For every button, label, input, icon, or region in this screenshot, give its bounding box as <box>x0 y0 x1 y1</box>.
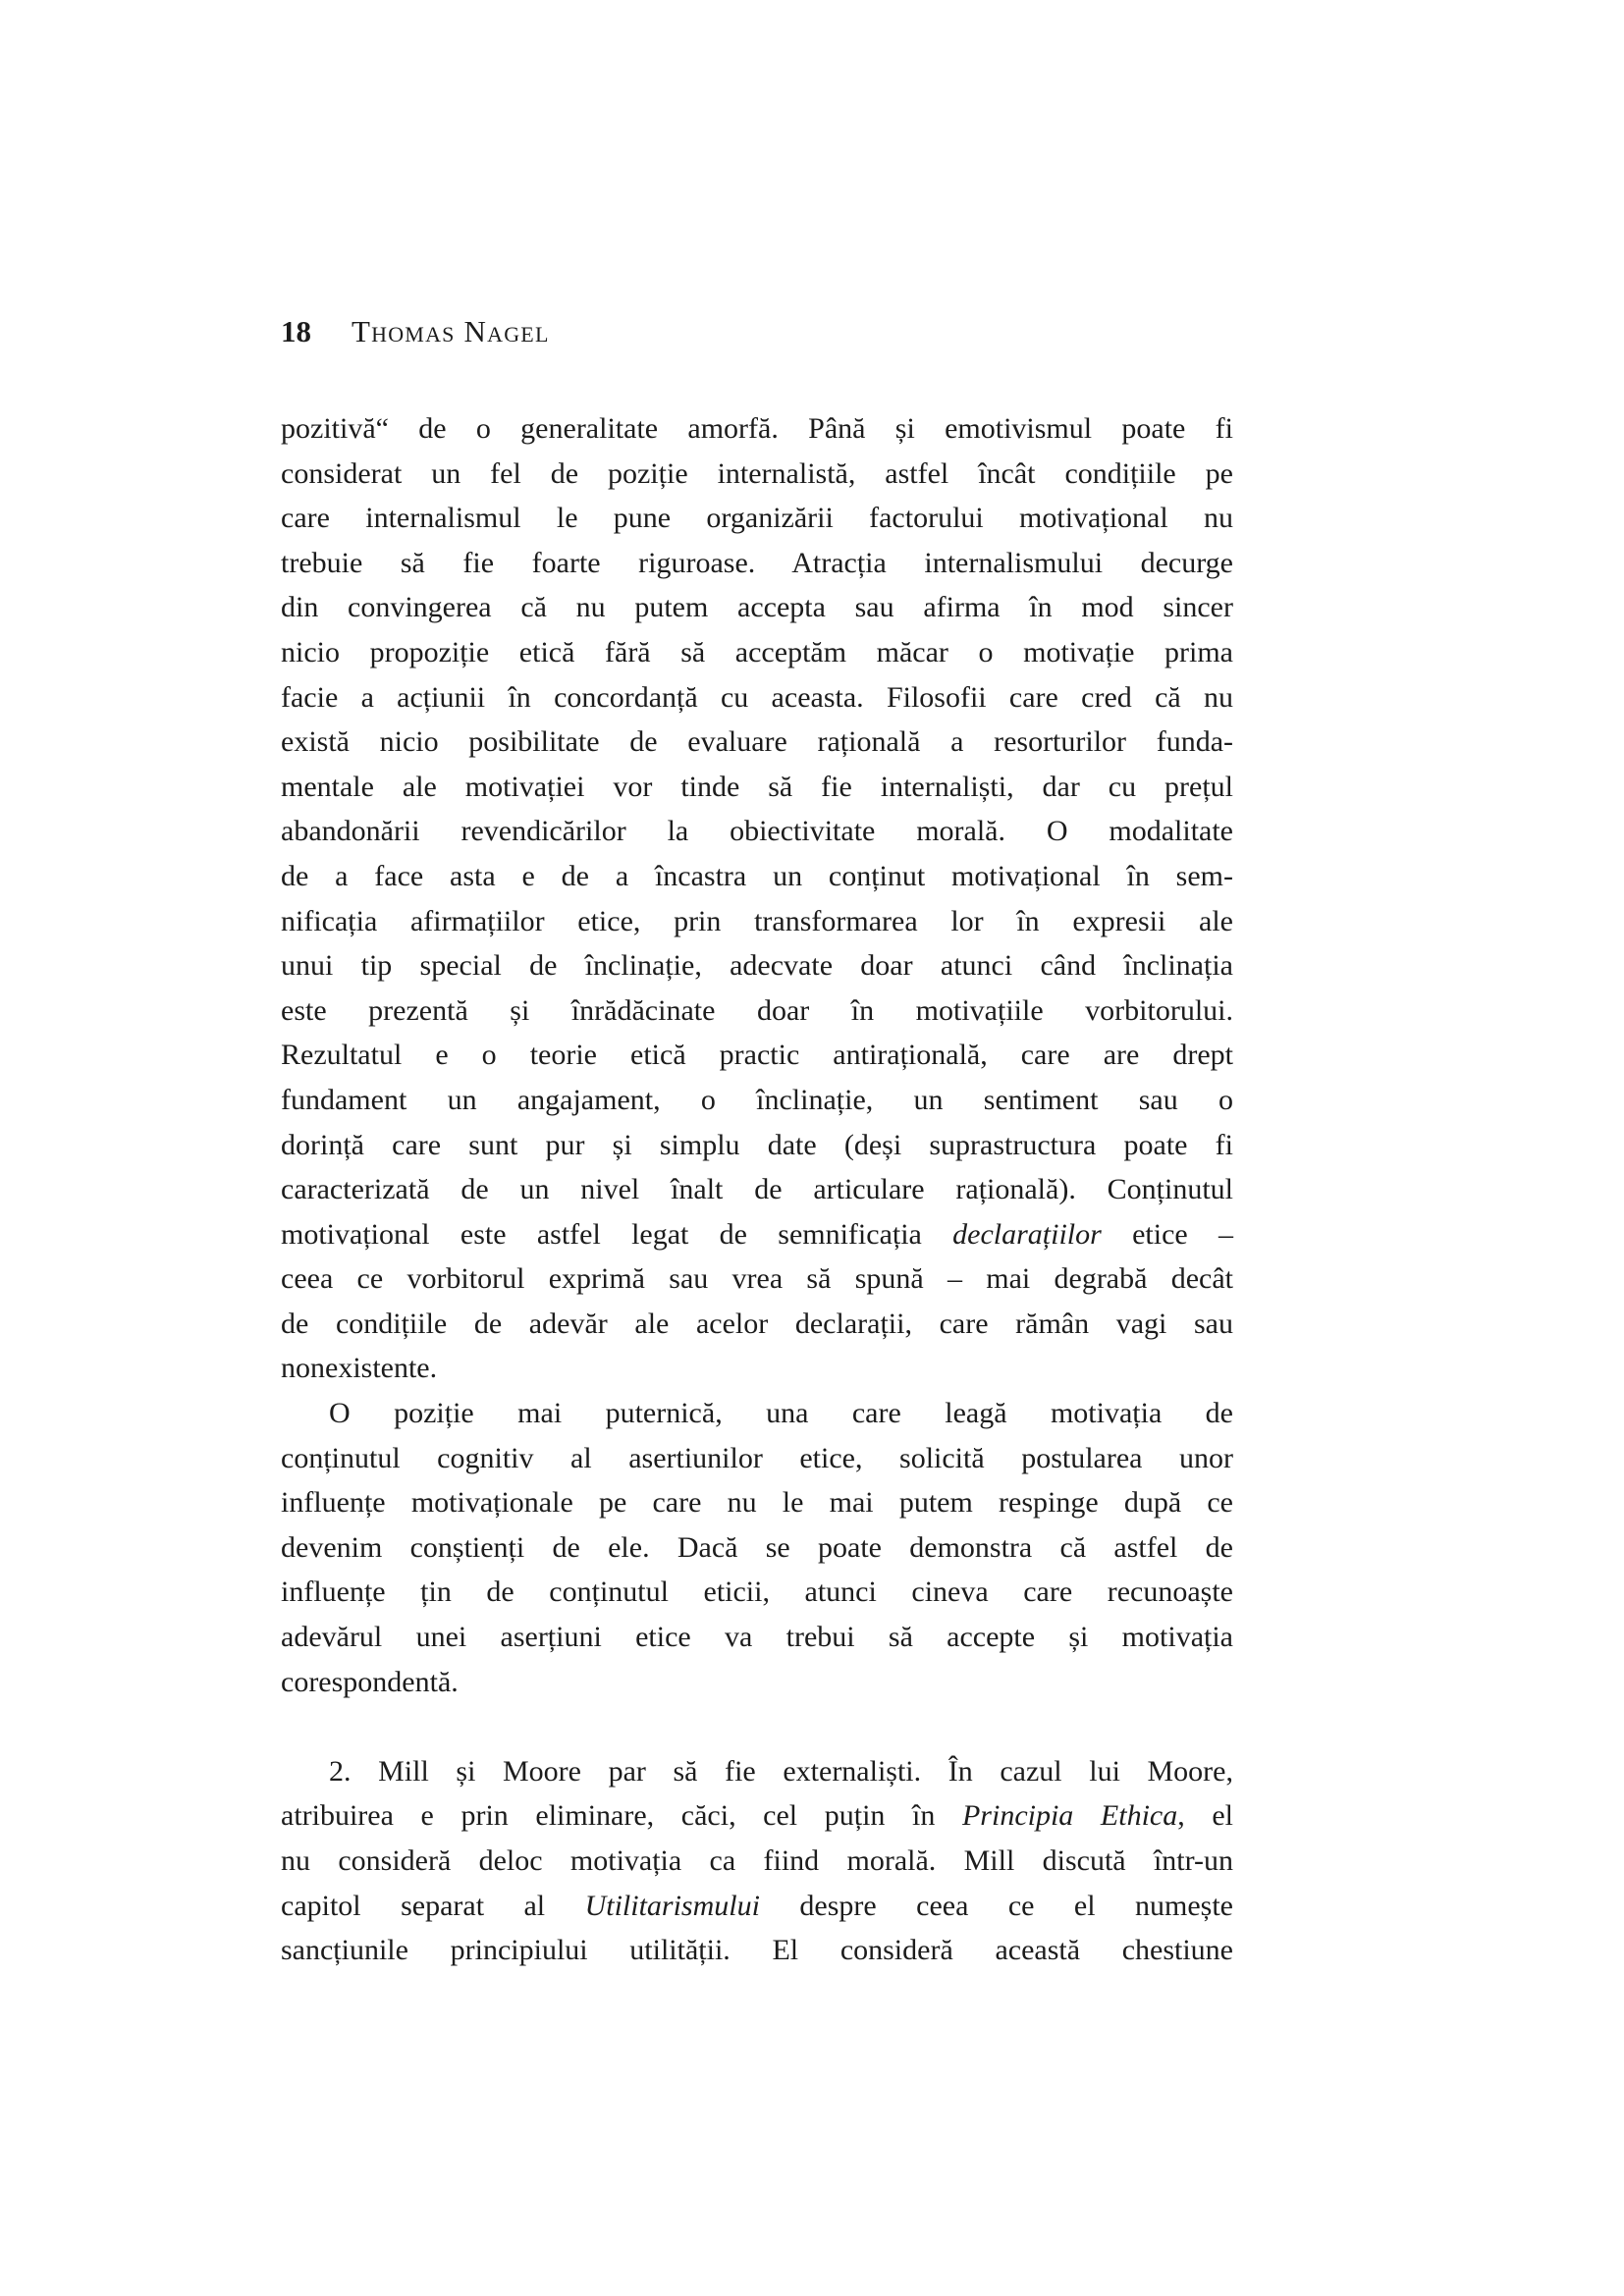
text-run: etice – <box>1101 1217 1233 1251</box>
text-line: de a face asta e de a încastra un conținut motivațional în sem- <box>281 859 1233 892</box>
text-run: despre ceea ce el numește <box>759 1889 1233 1922</box>
text-run: motivațional este astfel legat de semnificația <box>281 1217 953 1251</box>
text-line-with-italic <box>281 1793 1233 1839</box>
text-line: fundament un angajament, o înclinație, un sentiment sau o <box>281 1083 1233 1116</box>
text-line: facie a acțiunii în concordanță cu aceasta. Filosofii care cred că nu <box>281 680 1233 714</box>
text-line: conținutul cognitiv al asertiunilor etice, solicită postularea unor <box>281 1441 1233 1474</box>
text-line: nonexistente. <box>281 1352 438 1385</box>
text-line: caracterizată de un nivel înalt de articulare rațională). Conținutul <box>281 1173 1233 1206</box>
page-number: 18 <box>281 314 311 348</box>
text-line: nicio propoziție etică fără să acceptăm măcar o motivație prima <box>281 635 1233 668</box>
running-head <box>281 312 550 351</box>
text-line: adevărul unei aserțiuni etice va trebui să accepte și motivația <box>281 1621 1233 1654</box>
paragraph-1 <box>281 406 1233 1391</box>
text-line: unui tip special de înclinație, adecvate doar atunci când înclinația <box>281 949 1233 983</box>
text-line: dorință care sunt pur și simplu date (deși suprastructura poate fi <box>281 1128 1233 1161</box>
paragraph-3-numbered <box>281 1749 1233 1973</box>
text-line: 2. Mill și Moore par să fie externaliști. În cazul lui Moore, <box>329 1754 1233 1788</box>
running-title-author: Thomas Nagel <box>352 314 550 348</box>
text-line: Rezultatul e o teorie etică practic antirațională, care are drept <box>281 1039 1233 1072</box>
text-line: sancțiunile principiului utilității. El consideră această chestiune <box>281 1934 1233 1967</box>
text-line: corespondentă. <box>281 1665 459 1698</box>
text-line: abandonării revendicărilor la obiectivitate morală. O modalitate <box>281 815 1233 848</box>
text-line: care internalismul le pune organizării factorului motivațional nu <box>281 502 1233 535</box>
text-run: capitol separat al <box>281 1889 585 1922</box>
text-line: este prezentă și înrădăcinate doar în motivațiile vorbitorului. <box>281 993 1233 1027</box>
italic-book-title: Utilitarismului <box>584 1889 760 1922</box>
text-line: trebuie să fie foarte riguroase. Atracția internalismului decurge <box>281 546 1233 579</box>
text-line: pozitivă“ de o generalitate amorfă. Până și emotivismul poate fi <box>281 412 1233 445</box>
text-run: atribuirea e prin eliminare, căci, cel puțin în <box>281 1799 962 1833</box>
text-line: există nicio posibilitate de evaluare rațională a resorturilor funda- <box>281 725 1233 759</box>
text-line: influențe țin de conținutul eticii, atunci cineva care recunoaște <box>281 1575 1233 1609</box>
paragraph-2 <box>281 1391 1233 1704</box>
text-line: din convingerea că nu putem accepta sau afirma în mod sincer <box>281 591 1233 624</box>
text-line-with-italic <box>281 1884 1233 1929</box>
text-line: nu consideră deloc motivația ca fiind morală. Mill discută într-un <box>281 1844 1233 1877</box>
italic-term: declarațiilor <box>952 1217 1102 1251</box>
text-run: , el <box>1177 1799 1233 1833</box>
text-line: nificația afirmațiilor etice, prin transformarea lor în expresii ale <box>281 904 1233 937</box>
text-line: devenim conștienți de ele. Dacă se poate demonstra că astfel de <box>281 1530 1233 1564</box>
text-line: de condițiile de adevăr ale acelor declarații, care rămân vagi sau <box>281 1307 1233 1340</box>
italic-book-title: Principia Ethica <box>961 1799 1178 1833</box>
body-text <box>281 406 1233 1973</box>
text-line: influențe motivaționale pe care nu le mai putem respinge după ce <box>281 1486 1233 1520</box>
text-line-with-italic <box>281 1212 1233 1257</box>
text-line: ceea ce vorbitorul exprimă sau vrea să spună – mai degrabă decât <box>281 1262 1233 1296</box>
text-line: mentale ale motivației vor tinde să fie internaliști, dar cu prețul <box>281 770 1233 803</box>
text-line: O poziție mai puternică, una care leagă motivația de <box>329 1397 1233 1430</box>
text-line: considerat un fel de poziție internalistă, astfel încât condițiile pe <box>281 456 1233 490</box>
paragraph-gap <box>281 1704 1233 1749</box>
